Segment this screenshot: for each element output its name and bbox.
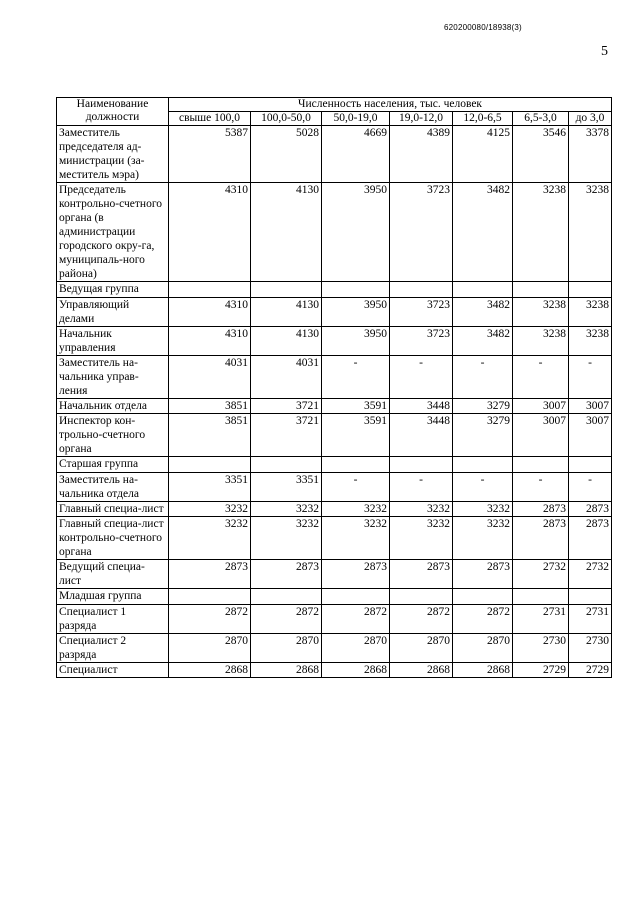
group-header-row	[57, 589, 612, 605]
table-row	[57, 517, 612, 560]
empty-cell	[453, 457, 513, 473]
group-header-row	[57, 457, 612, 473]
salary-cell: 3448	[390, 414, 453, 457]
empty-cell	[251, 457, 322, 473]
table-row	[57, 298, 612, 327]
salary-cell: 2873	[390, 560, 453, 589]
salary-cell: 3232	[169, 517, 251, 560]
salary-cell: 3950	[322, 183, 390, 282]
salary-cell: 3851	[169, 399, 251, 414]
salary-cell: 3351	[251, 473, 322, 502]
salary-cell: 4310	[169, 183, 251, 282]
salary-cell: -	[390, 356, 453, 399]
table-row	[57, 560, 612, 589]
salary-cell: 2868	[251, 663, 322, 678]
salary-cell: 3007	[513, 414, 569, 457]
salary-cell: 3238	[569, 298, 612, 327]
salary-cell: -	[569, 473, 612, 502]
table-row	[57, 473, 612, 502]
salary-cell: 3482	[453, 183, 513, 282]
salary-cell: 3238	[569, 183, 612, 282]
table-row	[57, 126, 612, 183]
salary-cell: 3950	[322, 298, 390, 327]
empty-cell	[251, 589, 322, 605]
group-header-row	[57, 282, 612, 298]
salary-cell: 3232	[322, 502, 390, 517]
salary-cell: 4310	[169, 298, 251, 327]
salary-cell: 3232	[322, 517, 390, 560]
salary-cell: 3723	[390, 298, 453, 327]
position-name: Начальник управления	[57, 327, 169, 356]
salary-cell: 2729	[569, 663, 612, 678]
salary-cell: 3007	[513, 399, 569, 414]
position-name: Главный специа-лист	[57, 502, 169, 517]
salary-cell: 4130	[251, 298, 322, 327]
salary-cell: 4031	[251, 356, 322, 399]
empty-cell	[569, 589, 612, 605]
column-header: до 3,0	[569, 112, 612, 126]
column-header: 12,0-6,5	[453, 112, 513, 126]
salary-cell: 2868	[169, 663, 251, 678]
salary-cell: 3591	[322, 399, 390, 414]
position-name: Заместитель на-чальника управ-ления	[57, 356, 169, 399]
salary-cell: 3721	[251, 414, 322, 457]
salary-cell: 3378	[569, 126, 612, 183]
salary-cell: 3232	[169, 502, 251, 517]
salary-cell: 3232	[453, 517, 513, 560]
salary-cell: 2873	[322, 560, 390, 589]
position-name: Специалист	[57, 663, 169, 678]
empty-cell	[169, 282, 251, 298]
position-name: Председатель контрольно-счетного органа (в администрации городского окру-га, муниципаль-ного района)	[57, 183, 169, 282]
position-name: Специалист 2 разряда	[57, 634, 169, 663]
header-position-name: Наименование должности	[57, 98, 169, 126]
document-id: 620200080/18938(3)	[444, 23, 522, 32]
salary-cell: 3238	[513, 327, 569, 356]
table-row	[57, 399, 612, 414]
column-header: 100,0-50,0	[251, 112, 322, 126]
empty-cell	[569, 282, 612, 298]
salary-cell: 2870	[169, 634, 251, 663]
salary-cell: 2730	[513, 634, 569, 663]
salary-cell: 4669	[322, 126, 390, 183]
salary-cell: 2870	[390, 634, 453, 663]
salary-cell: 3238	[513, 298, 569, 327]
salary-cell: 2873	[251, 560, 322, 589]
salary-cell: 3448	[390, 399, 453, 414]
empty-cell	[513, 282, 569, 298]
empty-cell	[390, 589, 453, 605]
salary-cell: 4130	[251, 327, 322, 356]
salary-cell: 2873	[453, 560, 513, 589]
salary-cell: 3723	[390, 327, 453, 356]
empty-cell	[322, 282, 390, 298]
salary-cell: 2730	[569, 634, 612, 663]
salary-cell: 3950	[322, 327, 390, 356]
salary-cell: -	[513, 473, 569, 502]
salary-cell: 3482	[453, 327, 513, 356]
salary-cell: 5028	[251, 126, 322, 183]
column-header: 50,0-19,0	[322, 112, 390, 126]
empty-cell	[453, 282, 513, 298]
salary-cell: 2868	[453, 663, 513, 678]
salary-cell: 3232	[390, 517, 453, 560]
position-name: Ведущий специа-лист	[57, 560, 169, 589]
empty-cell	[390, 282, 453, 298]
salary-cell: 2873	[569, 517, 612, 560]
salary-cell: -	[569, 356, 612, 399]
salary-cell: 4031	[169, 356, 251, 399]
salary-cell: -	[513, 356, 569, 399]
salary-cell: 2870	[453, 634, 513, 663]
empty-cell	[169, 457, 251, 473]
salary-cell: 2872	[390, 605, 453, 634]
salary-cell: 2731	[513, 605, 569, 634]
empty-cell	[169, 589, 251, 605]
column-header: свыше 100,0	[169, 112, 251, 126]
salary-cell: 3591	[322, 414, 390, 457]
group-label: Старшая группа	[57, 457, 169, 473]
empty-cell	[390, 457, 453, 473]
table-row	[57, 183, 612, 282]
salary-cell: 2868	[322, 663, 390, 678]
salary-cell: 2872	[169, 605, 251, 634]
position-name: Главный специа-лист контрольно-счетного органа	[57, 517, 169, 560]
salary-cell: 2872	[453, 605, 513, 634]
group-label: Младшая группа	[57, 589, 169, 605]
empty-cell	[453, 589, 513, 605]
salary-cell: -	[453, 356, 513, 399]
column-header: 19,0-12,0	[390, 112, 453, 126]
table-row	[57, 356, 612, 399]
salary-cell: 2873	[169, 560, 251, 589]
table-row	[57, 634, 612, 663]
table-row	[57, 327, 612, 356]
salary-cell: 4389	[390, 126, 453, 183]
salary-cell: 3723	[390, 183, 453, 282]
salary-cell: 3546	[513, 126, 569, 183]
position-name: Управляющий делами	[57, 298, 169, 327]
empty-cell	[322, 457, 390, 473]
salary-cell: 3232	[453, 502, 513, 517]
salary-cell: 3279	[453, 399, 513, 414]
salary-cell: -	[322, 473, 390, 502]
salary-cell: 5387	[169, 126, 251, 183]
table-row	[57, 663, 612, 678]
salary-cell: 3851	[169, 414, 251, 457]
salary-cell: 4310	[169, 327, 251, 356]
page-number: 5	[601, 44, 608, 59]
salary-cell: 4125	[453, 126, 513, 183]
group-label: Ведущая группа	[57, 282, 169, 298]
salary-cell: 3007	[569, 399, 612, 414]
salary-cell: 2873	[513, 502, 569, 517]
table-body	[57, 126, 612, 678]
salary-cell: 2870	[251, 634, 322, 663]
salary-cell: 2872	[251, 605, 322, 634]
column-header: 6,5-3,0	[513, 112, 569, 126]
position-name: Заместитель председателя ад-министрации (за-меститель мэра)	[57, 126, 169, 183]
salary-cell: 3351	[169, 473, 251, 502]
salary-cell: 3482	[453, 298, 513, 327]
salary-cell: 2732	[569, 560, 612, 589]
salary-cell: 3232	[251, 502, 322, 517]
salary-cell: 2873	[513, 517, 569, 560]
salary-cell: -	[453, 473, 513, 502]
empty-cell	[322, 589, 390, 605]
empty-cell	[569, 457, 612, 473]
salary-cell: 3279	[453, 414, 513, 457]
salary-cell: 3238	[569, 327, 612, 356]
table-row	[57, 414, 612, 457]
salary-cell: 2732	[513, 560, 569, 589]
salary-cell: 2868	[390, 663, 453, 678]
empty-cell	[251, 282, 322, 298]
empty-cell	[513, 457, 569, 473]
salary-cell: 2870	[322, 634, 390, 663]
salary-table	[56, 97, 612, 678]
position-name: Инспектор кон-трольно-счетного органа	[57, 414, 169, 457]
header-population: Численность населения, тыс. человек	[169, 98, 612, 112]
table-row	[57, 605, 612, 634]
salary-cell: -	[322, 356, 390, 399]
salary-cell: 2873	[569, 502, 612, 517]
table-row	[57, 502, 612, 517]
salary-cell: 3238	[513, 183, 569, 282]
position-name: Начальник отдела	[57, 399, 169, 414]
salary-cell: -	[390, 473, 453, 502]
position-name: Заместитель на-чальника отдела	[57, 473, 169, 502]
salary-cell: 3721	[251, 399, 322, 414]
salary-cell: 3232	[390, 502, 453, 517]
salary-cell: 2729	[513, 663, 569, 678]
empty-cell	[513, 589, 569, 605]
salary-cell: 3232	[251, 517, 322, 560]
salary-cell: 4130	[251, 183, 322, 282]
salary-cell: 3007	[569, 414, 612, 457]
position-name: Специалист 1 разряда	[57, 605, 169, 634]
salary-cell: 2872	[322, 605, 390, 634]
salary-cell: 2731	[569, 605, 612, 634]
